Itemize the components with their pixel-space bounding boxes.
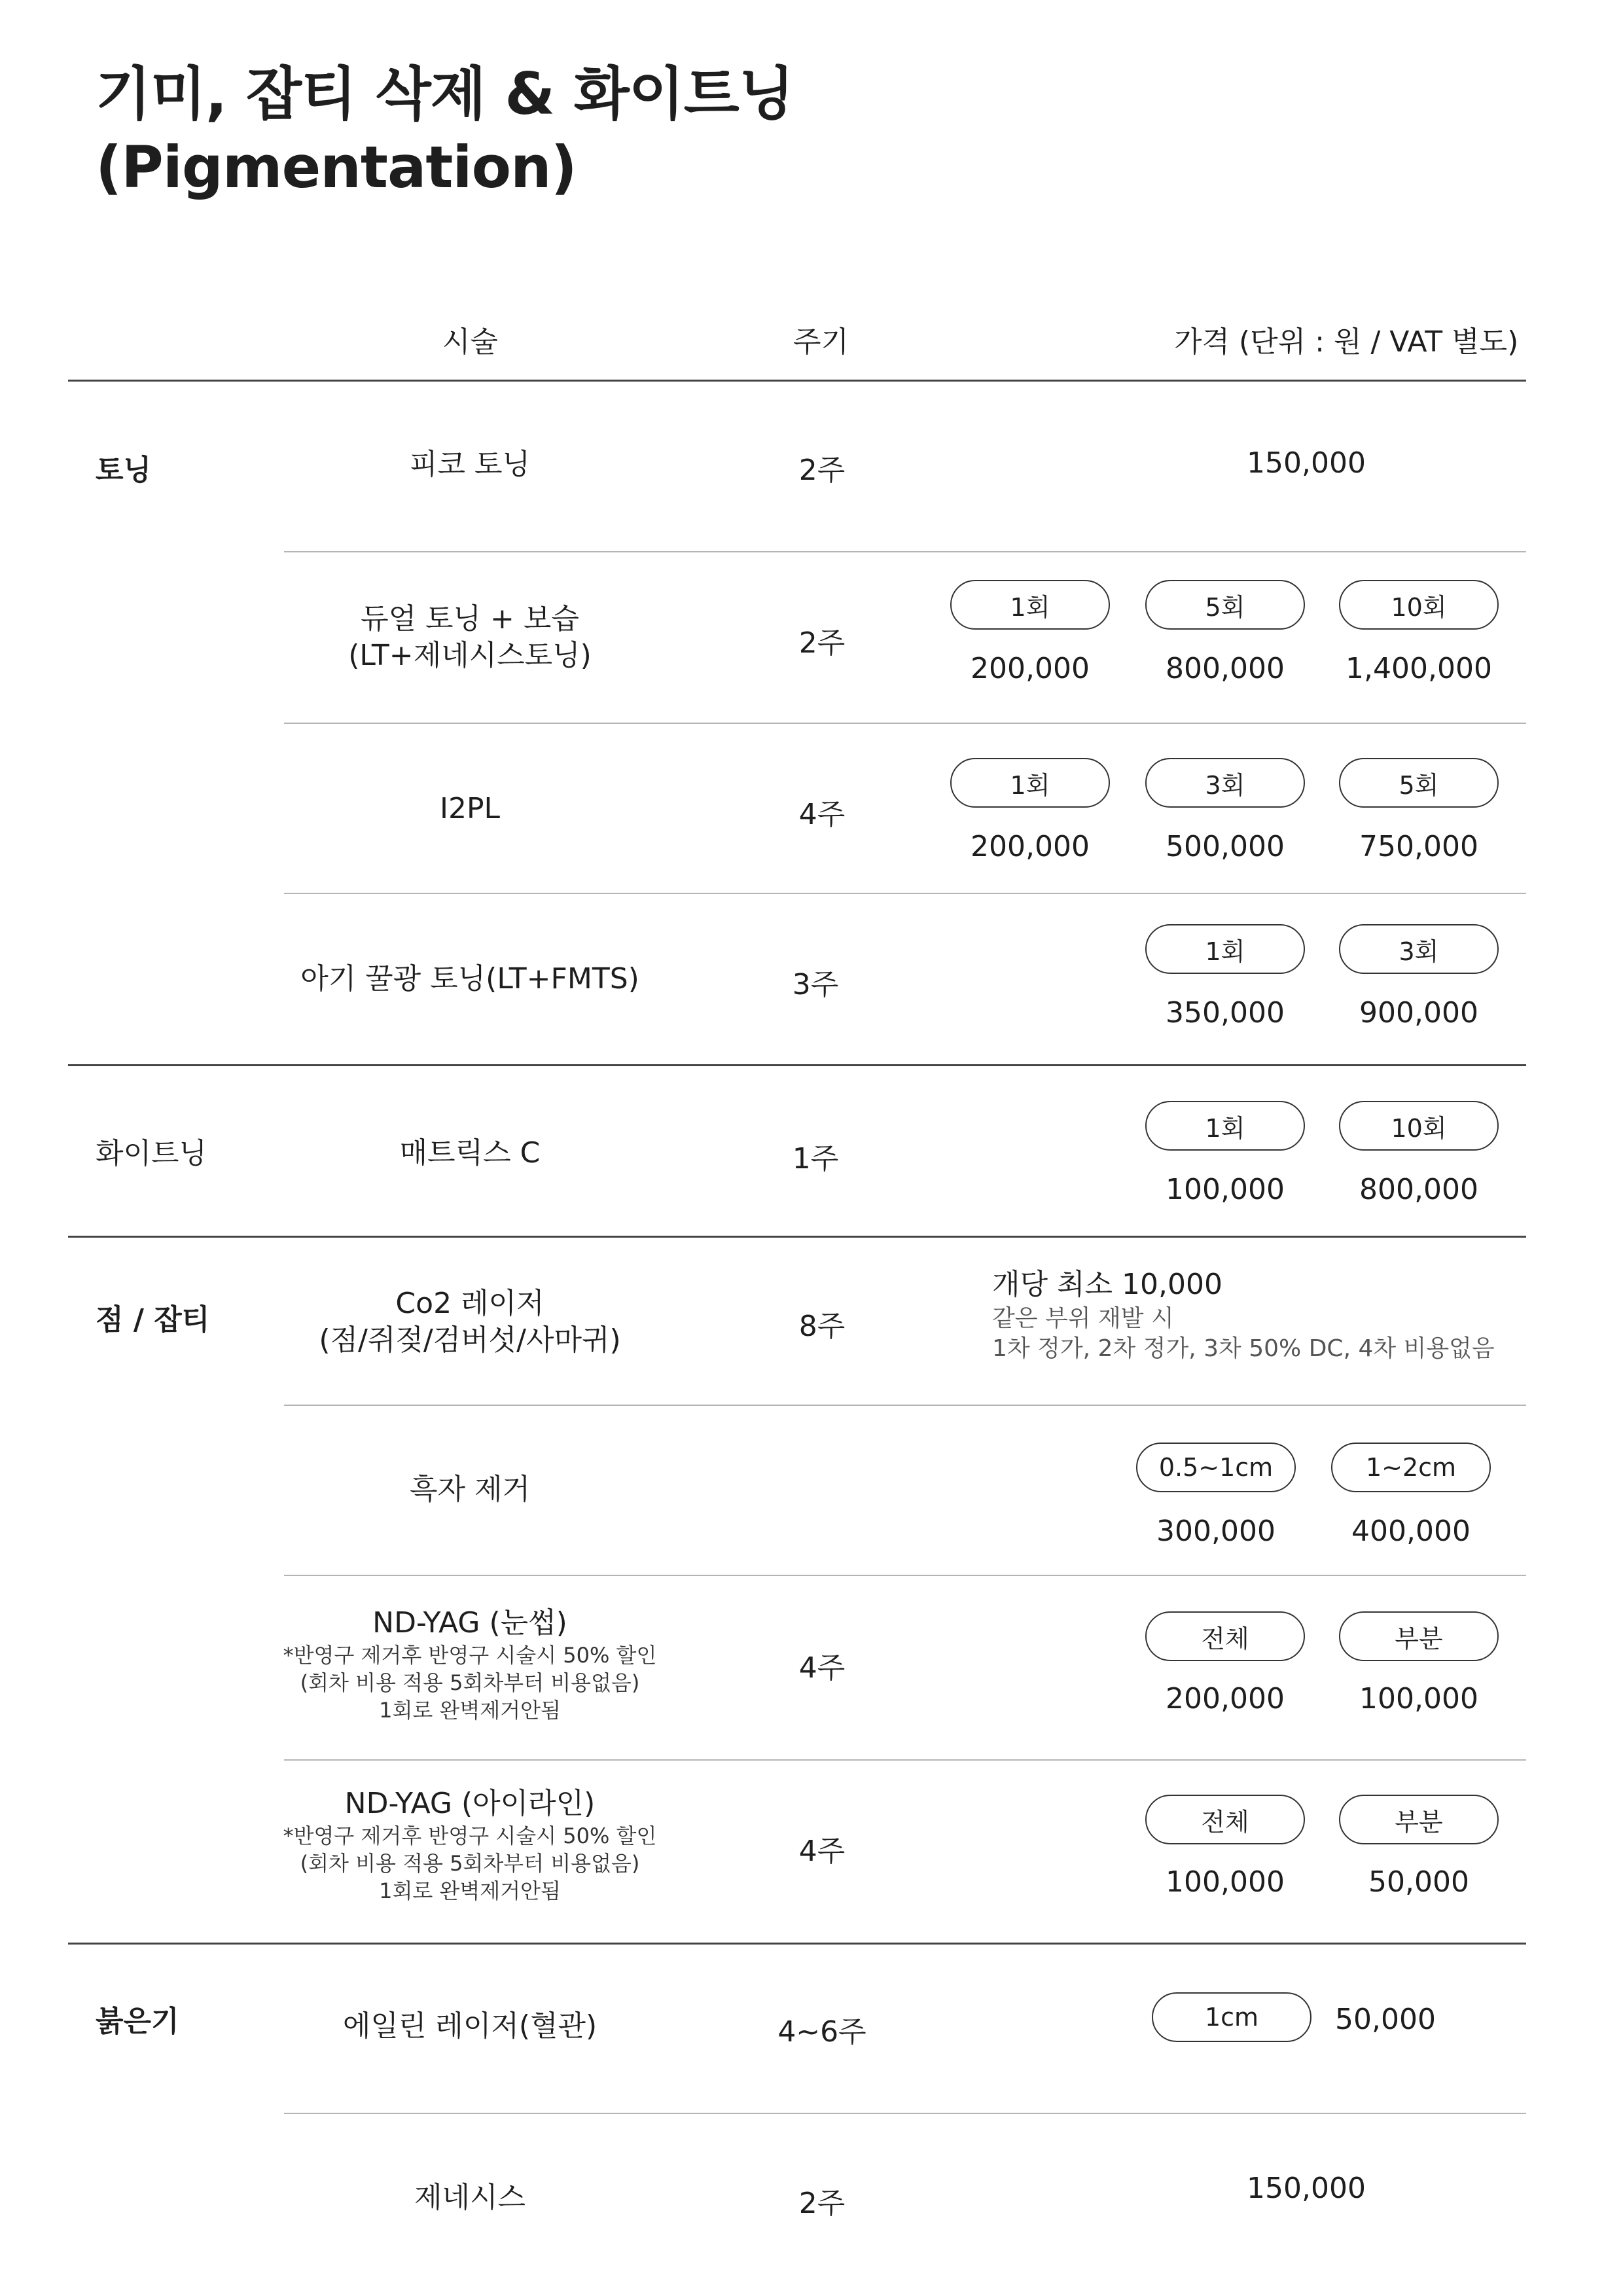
procedure-note: *반영구 제거후 반영구 시술시 50% 할인 [283, 1643, 657, 1668]
procedure-ndyag-brow [208, 1605, 732, 1724]
option-pill: 1cm [1152, 1992, 1311, 2042]
row-divider [284, 551, 1526, 552]
price-value: 350,000 [1166, 996, 1285, 1030]
procedure-genesis: 제네시스 [414, 2181, 526, 2214]
header-price: 가격 (단위 : 원 / VAT 별도) [1174, 325, 1519, 359]
price-value: 1,400,000 [1346, 652, 1492, 685]
price-value: 800,000 [1359, 1173, 1478, 1206]
price-value: 400,000 [1351, 1515, 1471, 1548]
option-pill: 1회 [950, 580, 1110, 630]
price-value: 200,000 [1166, 1682, 1285, 1715]
procedure-ndyag-brow-name: ND-YAG (눈썹) [372, 1606, 567, 1640]
option-pill: 10회 [1339, 1101, 1499, 1151]
option-pill: 1회 [1145, 924, 1305, 974]
period-ndyag-eye: 4주 [798, 1835, 846, 1868]
procedure-i2pl: I2PL [439, 792, 501, 825]
price-co2 [992, 1266, 1495, 1364]
price-value: 100,000 [1359, 1682, 1478, 1715]
option-pill: 부분 [1339, 1795, 1499, 1844]
period-baby: 3주 [792, 968, 839, 1001]
price-value: 500,000 [1166, 830, 1285, 863]
header-procedure: 시술 [442, 325, 499, 359]
price-value: 200,000 [971, 830, 1090, 863]
price-co2-note1: 같은 부위 재발 시 [992, 1305, 1174, 1332]
procedure-note: 1회로 완벽제거안됨 [379, 1878, 561, 1903]
price-co2-main: 개당 최소 10,000 [992, 1268, 1222, 1301]
option-pill: 부분 [1339, 1611, 1499, 1661]
procedure-dual [208, 601, 732, 674]
option-pill: 3회 [1145, 758, 1305, 808]
procedure-pico: 피코 토닝 [409, 448, 530, 481]
option-pill: 전체 [1145, 1795, 1305, 1844]
option-pill: 10회 [1339, 580, 1499, 630]
procedure-note: 1회로 완벽제거안됨 [379, 1698, 561, 1723]
period-pico: 2주 [798, 454, 846, 487]
category-spots: 점 / 잡티 [96, 1303, 210, 1336]
price-co2-note2: 1차 정가, 2차 정가, 3차 50% DC, 4차 비용없음 [992, 1335, 1495, 1362]
header-period: 주기 [793, 325, 849, 359]
option-pill: 1회 [1145, 1101, 1305, 1151]
option-pill: 전체 [1145, 1611, 1305, 1661]
period-ndyag-brow: 4주 [798, 1651, 846, 1685]
price-value: 900,000 [1359, 996, 1478, 1030]
period-co2: 8주 [798, 1310, 846, 1343]
period-i2pl: 4주 [798, 798, 846, 831]
procedure-mole: 흑자 제거 [409, 1473, 530, 1506]
price-value: 750,000 [1359, 830, 1478, 863]
procedure-ndyag-eye [208, 1785, 732, 1905]
period-genesis: 2주 [798, 2187, 846, 2220]
row-divider [284, 723, 1526, 724]
period-dual: 2주 [798, 626, 846, 660]
price-value: 100,000 [1166, 1865, 1285, 1899]
price-genesis: 150,000 [1247, 2172, 1366, 2205]
option-pill: 1회 [950, 758, 1110, 808]
procedure-matrix: 매트릭스 C [399, 1136, 541, 1170]
procedure-note: (회차 비용 적용 5회차부터 비용없음) [300, 1851, 640, 1876]
procedure-aileen: 에일린 레이저(혈관) [342, 2009, 597, 2043]
row-divider [284, 1405, 1526, 1406]
procedure-ndyag-eye-name: ND-YAG (아이라인) [344, 1787, 596, 1820]
page-title [96, 58, 794, 204]
category-redness: 붉은기 [96, 2005, 179, 2038]
procedure-note: *반영구 제거후 반영구 시술시 50% 할인 [283, 1823, 657, 1848]
option-pill: 5회 [1339, 758, 1499, 808]
procedure-dual-line1: 듀얼 토닝 + 보습 [361, 602, 579, 636]
procedure-dual-line2: (LT+제네시스토닝) [348, 639, 592, 672]
section-divider [68, 1943, 1526, 1945]
category-whitening: 화이트닝 [96, 1137, 207, 1170]
category-toning: 토닝 [96, 454, 152, 487]
price-pico: 150,000 [1247, 446, 1366, 480]
procedure-co2-line2: (점/쥐젖/검버섯/사마귀) [319, 1323, 621, 1357]
procedure-baby: 아기 꿀광 토닝(LT+FMTS) [300, 962, 639, 996]
section-divider [68, 1064, 1526, 1066]
header-divider [68, 380, 1526, 382]
price-value: 800,000 [1166, 652, 1285, 685]
page-title-line1: 기미, 잡티 삭제 & 화이트닝 [96, 60, 794, 128]
option-pill: 3회 [1339, 924, 1499, 974]
procedure-co2-line1: Co2 레이저 [395, 1287, 544, 1320]
row-divider [284, 1575, 1526, 1576]
period-aileen: 4~6주 [777, 2015, 866, 2049]
price-value: 300,000 [1156, 1515, 1275, 1548]
row-divider [284, 1759, 1526, 1761]
price-value: 200,000 [971, 652, 1090, 685]
page-title-line2: (Pigmentation) [96, 134, 577, 201]
period-matrix: 1주 [792, 1142, 839, 1175]
row-divider [284, 2113, 1526, 2114]
procedure-co2 [208, 1285, 732, 1359]
row-divider [284, 893, 1526, 894]
price-value: 100,000 [1166, 1173, 1285, 1206]
option-pill: 0.5~1cm [1136, 1443, 1296, 1492]
procedure-note: (회차 비용 적용 5회차부터 비용없음) [300, 1670, 640, 1695]
price-value: 50,000 [1368, 1865, 1469, 1899]
option-pill: 1~2cm [1331, 1443, 1491, 1492]
option-pill: 5회 [1145, 580, 1305, 630]
section-divider [68, 1236, 1526, 1238]
price-aileen: 50,000 [1335, 2003, 1436, 2036]
